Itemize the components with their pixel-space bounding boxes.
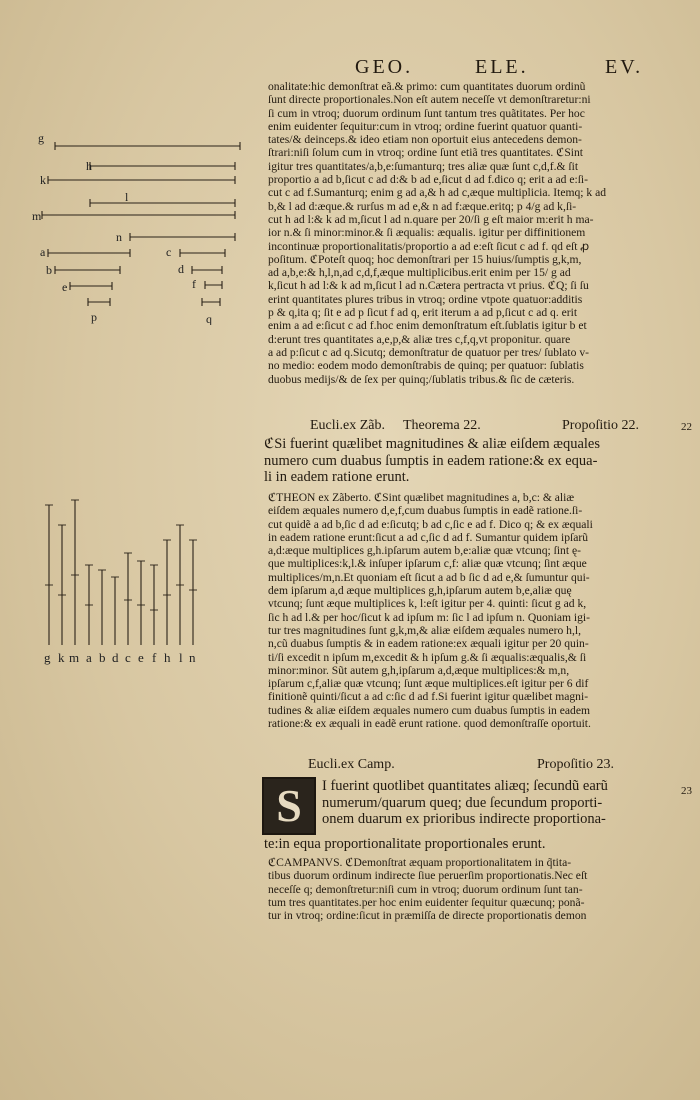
text-line: finitionẽ quinti/ſicut a ad c:ſic d ad f.Si fuerint igitur quælibet magni-: [268, 690, 589, 704]
text-line: k,ſicut h ad l:& k ad m,ſicut l ad n.Cætera pertracta vt prius. ℭQ; ſi ſu: [268, 279, 589, 293]
text-line: erint quantitates plures tribus in vtroq; ordine vtpote quatuor:additis: [268, 292, 583, 306]
text-line: ipſarum c,f,aliæ quæ vtcunq; ſunt æque multiplices.eſt igitur per 6 dif: [268, 677, 589, 691]
label-k: k: [40, 173, 46, 187]
text-line: tum tres quantitates.per hoc enim euidenter ſequitur quæcunq; ponã-: [268, 895, 585, 909]
text-line: I fuerint quotlibet quantitates aliæq; ſecundũ earũ: [322, 778, 608, 794]
text-line: ℭSi fuerint quælibet magnitudines & aliæ eiſdem æquales: [264, 436, 600, 452]
theon-commentary: [268, 491, 676, 730]
text-line: cut quidẽ a ad b,ſic d ad e:ſicutq; b ad c,ſic e ad f. Dico q; & ex æquali: [268, 517, 593, 531]
text-line: onem duarum ex prioribus indirecte proportiona-: [322, 811, 606, 828]
label-m: m: [32, 209, 42, 223]
label-g: g: [44, 650, 51, 665]
text-line: tur tres magnitudines ſunt g,k,m,& aliæ eiſdem æquales numero h,l,: [268, 623, 581, 637]
text-line: tibus duorum ordinum indirecte ſiue peruerſim proportionatis.Nec eſt: [268, 869, 588, 883]
label-d: d: [178, 262, 184, 276]
text-line: que multiplices:k,l.& inſuper ipſarum c,f: aliæ quæ vtcunq; ſint æque: [268, 557, 587, 571]
text-line: duobus medijs/& de ſex per quinq;/ſublatis tribus.& ſic de cæteris.: [268, 372, 575, 386]
caption-source: Eucli.ex Camp.: [308, 757, 395, 772]
text-line: poſitum. ℭPoteſt quoq; hoc demonſtrari per 15 huius/ſumptis g,k,m,: [268, 252, 582, 266]
decorated-initial: [262, 777, 316, 835]
text-line: proportio a ad b,ſicut c ad d:& b ad e,ſicut d ad f.dico q; erit a ad e:ſi-: [268, 173, 589, 187]
label-d: d: [112, 650, 119, 665]
proposition-23-tail: [264, 836, 672, 853]
label-l: l: [179, 650, 183, 665]
margin-number: 23: [681, 785, 692, 797]
text-line: multiplices/m,n.Et quoniam eſt ſicut a ad b ſic d ad e,& ſumuntur qui-: [268, 570, 590, 584]
proposition-22-text: [264, 436, 672, 486]
label-e: e: [62, 280, 68, 294]
text-line: ior n.& ſi minor:minor.& ſi æqualis: æqualis. igitur per diffinitionem: [268, 226, 586, 240]
commentary-block: [268, 80, 676, 386]
label-a: a: [40, 245, 46, 259]
label-k: k: [58, 650, 65, 665]
text-line: in eadem ratione erunt:ſicut a ad c,ſic d ad f. Sumantur quidem ipſarũ: [268, 530, 589, 544]
text-line: neceſſe q; demonſtretur:niſi cum in vtroq; duorum ordinum ſunt tan-: [268, 882, 583, 896]
initial-letter: S: [276, 780, 302, 831]
text-line: incontinuæ proportionalitatis/proportio a ad e:eſt ſicut c ad f. qd eſt ꝓ: [268, 239, 590, 253]
text-line: ſic h ad l.& per hoc/ſicut k ad ipſum m: ſic l ad ipſum n. Quoniam igi-: [268, 610, 590, 624]
label-b: b: [99, 650, 106, 665]
caption-source: Eucli.ex Zãb.: [310, 418, 386, 433]
label-n: n: [116, 230, 122, 244]
caption-proposition: Propoſitio 22.: [562, 418, 640, 433]
header-left: GEO.: [355, 56, 414, 78]
text-line: ſtrari:niſi ſolum cum in vtroq; ordine ſunt etiã tres quantitates. ℭSint: [268, 146, 584, 160]
text-line: ℭCAMPANVS. ℭDemonſtrat æquam proportionalitatem in q̃tita-: [268, 856, 572, 869]
text-line: numerum/quarum queq; due ſecundum proporti-: [322, 794, 603, 811]
label-m: m: [69, 650, 80, 665]
label-f: f: [152, 650, 157, 665]
magnitude-lines-figure: [30, 125, 260, 325]
text-line: numero cum duabus ſumptis in eadem ratione:& ex equa-: [264, 452, 598, 469]
text-line: vtcunq; ſunt æque multiplices k, l:eſt igitur per 4. quinti: ſicut g ad k,: [268, 597, 587, 611]
text-line: b,& l ad d:æque.& rurſus m ad e,& n ad f:æque.eritq; p 4/g ad k,ſi-: [268, 199, 577, 213]
text-line: dem ipſarum a,d æque multiplices g,h,ipſarum autem b,e,aliæ quę: [268, 584, 572, 598]
label-l: l: [125, 190, 129, 204]
label-c: c: [125, 650, 131, 665]
text-line: a,d:æque multiplices g,h.ipſarum autem b,e:aliæ quæ vtcunq; ſint ę-: [268, 544, 581, 558]
label-p: p: [91, 310, 97, 324]
text-line: d:erunt tres quantitates a,e,p,& aliæ tres c,f,q,vt proponitur. quare: [268, 332, 571, 346]
label-n: n: [189, 650, 196, 665]
text-line: ad a,b,e:& h,l,n,ad c,d,f,æque multiplicibus.erit enim per 15/ g ad: [268, 266, 571, 280]
label-c: c: [166, 245, 172, 259]
text-line: a ad p:ſicut c ad q.Sicutq; demonſtratur de quatuor per tres/ ſublato v-: [268, 345, 589, 359]
text-line: li in eadem ratione erunt.: [264, 469, 410, 486]
text-line: n,cũ duabus ſumptis & in eadem ratione:ex æquali igitur per 20 quin-: [268, 637, 589, 651]
label-h: h: [86, 159, 92, 173]
vertical-magnitude-figure: [36, 495, 226, 670]
margin-number: 22: [681, 421, 692, 433]
header-middle: ELE.: [475, 56, 529, 78]
text-line: tur in vtroq; ordine:ſicut in præmiſſa de directe proportionatis demon: [268, 909, 587, 923]
text-line: cut h ad l:& k ad m,ſicut l ad n.quare per 20/ſi g eſt maior m:erit h ma-: [268, 212, 594, 226]
text-line: te:in equa proportionalitate proportionales erunt.: [264, 836, 546, 852]
label-f: f: [192, 277, 196, 291]
label-e: e: [138, 650, 144, 665]
text-line: enim euidenter ſequitur:cum in vtroq; ordine fuerint quatuor quanti-: [268, 119, 583, 133]
text-line: onalitate:hic demonſtrat eã.& primo: cum quantitates duorum ordinũ: [268, 80, 586, 93]
header-right: EV.: [605, 56, 644, 78]
text-line: minor:minor. Sũt autem g,h,ipſarum a,d,æque multiplices:& m,n,: [268, 663, 570, 677]
label-a: a: [86, 650, 92, 665]
text-line: igitur tres quantitates/a,b,e:ſumanturq; tres aliæ quæ ſunt c,d,f.& ſit: [268, 159, 579, 173]
text-line: enim a ad e:ſicut c ad f.hoc enim demonſtratum eſt.ſublatis igitur b et: [268, 319, 587, 333]
label-h: h: [164, 650, 171, 665]
text-line: tates/& deinceps.& ideo etiam non oportuit eius antecedens demon-: [268, 133, 582, 147]
text-line: ratione:& ex æquali in eadẽ erunt ratione. quod demonſtraſſe oportuit.: [268, 717, 591, 731]
label-g: g: [38, 131, 44, 145]
text-line: ſi cum in vtroq; duorum ordinum ſunt tantum tres quãtitates. Per hoc: [268, 106, 585, 120]
text-line: ti/ſi excedit n ipſum m,excedit & h ipſum g.& ſi æqualis:æqualis,& ſi: [268, 650, 587, 664]
proposition-23-text: [322, 778, 672, 828]
text-line: tudines & aliæ eiſdem æquales numero cum duabus ſumptis in eadem: [268, 703, 590, 717]
text-line: cut c ad f.Sumanturq; enim g ad a,& h ad c,æque multiplicia. Itemq; k ad: [268, 186, 607, 200]
text-line: ſunt directe proportionales.Non eſt autem neceſſe vt demonſtraretur:ni: [268, 93, 591, 107]
text-line: ℭTHEON ex Zãberto. ℭSint quælibet magnitudines a, b,c: & aliæ: [268, 491, 575, 504]
text-line: p & q,ita q; ſit e ad p ſicut f ad q, erit iterum a ad p,ſicut c ad q. erit: [268, 306, 578, 320]
text-line: eiſdem æquales numero d,e,f,cum duabus ſumptis in eadẽ ratione.ſi-: [268, 504, 583, 518]
label-q: q: [206, 312, 212, 325]
caption-proposition: Propoſitio 23.: [537, 757, 615, 772]
campanus-commentary: [268, 856, 676, 922]
text-line: no medio: eodem modo demonſtrabis de quinq; per quatuor: ſublatis: [268, 359, 584, 373]
label-b: b: [46, 263, 52, 277]
caption-theorem: Theorema 22.: [403, 418, 481, 433]
